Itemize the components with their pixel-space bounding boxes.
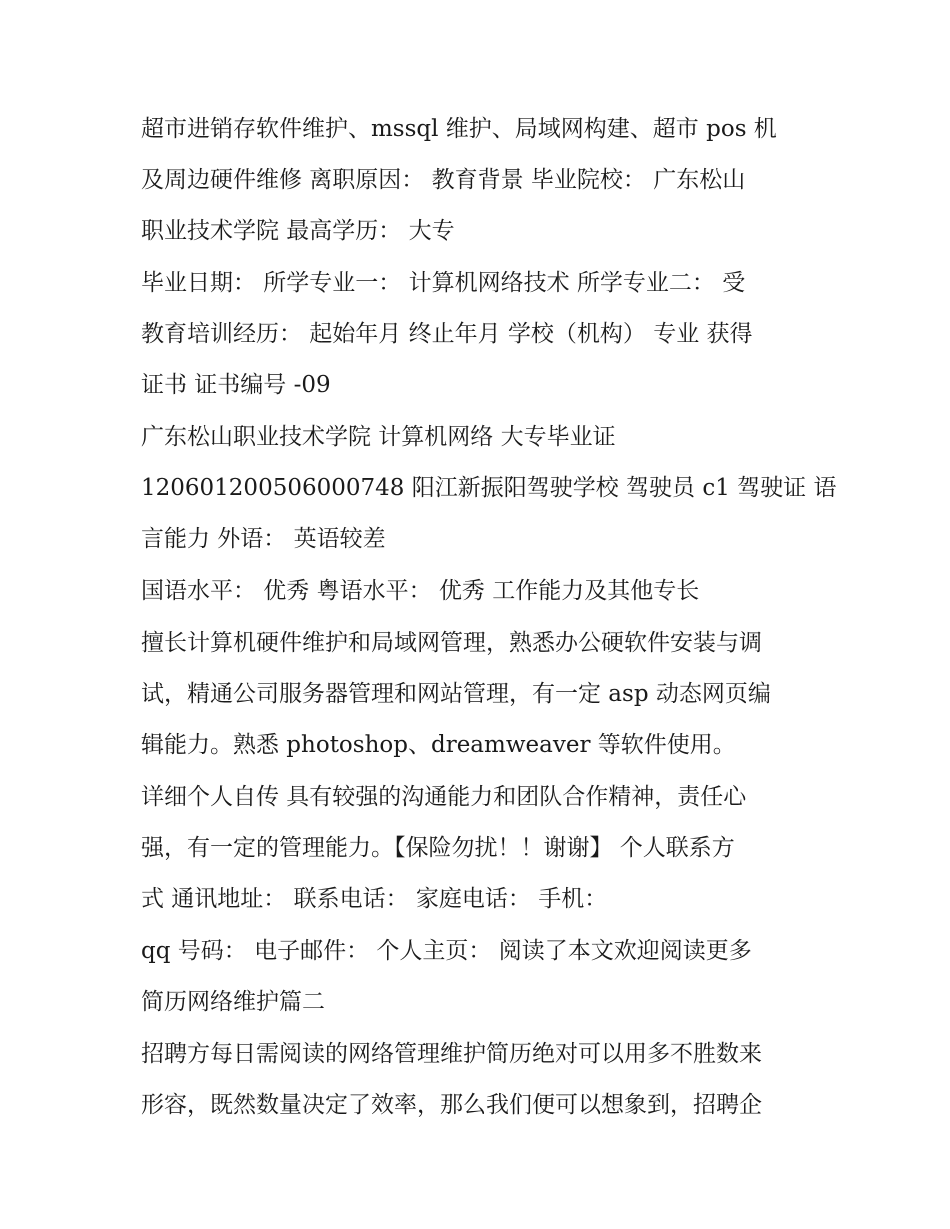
text-line: 教育培训经历： 起始年月 终止年月 学校（机构） 专业 获得 (141, 321, 753, 347)
paragraph-technical-skills (141, 618, 821, 771)
paragraph-self-description-contact (141, 772, 821, 925)
text-line: 国语水平： 优秀 粤语水平： 优秀 工作能力及其他专长 (141, 578, 700, 604)
text-line: 120601200506000748 阳江新振阳驾驶学校 驾驶员 c1 驾驶证 语 (141, 475, 837, 501)
text-line: 形容，既然数量决定了效率，那么我们便可以想象到，招聘企 (141, 1092, 762, 1118)
document-body (141, 104, 837, 1132)
text-line: 毕业日期： 所学专业一： 计算机网络技术 所学专业二： 受 (141, 270, 746, 296)
paragraph-contact-continued (141, 926, 821, 1028)
text-line: 式 通讯地址： 联系电话： 家庭电话： 手机： (141, 886, 608, 912)
paragraph-dialect-skills (141, 566, 821, 617)
paragraph-certificates-and-language (141, 412, 837, 565)
text-line: 辑能力。熟悉 photoshop、dreamweaver 等软件使用。 (141, 732, 736, 758)
text-line: 招聘方每日需阅读的网络管理维护简历绝对可以用多不胜数来 (141, 1041, 762, 1067)
paragraph-resume-article (141, 1029, 821, 1131)
text-line: 简历网络维护篇二 (141, 989, 325, 1015)
paragraph-work-and-education (141, 104, 821, 257)
text-line: 详细个人自传 具有较强的沟通能力和团队合作精神，责任心 (141, 784, 747, 810)
text-line: 擅长计算机硬件维护和局域网管理，熟悉办公硬软件安装与调 (141, 630, 762, 656)
text-line: 广东松山职业技术学院 计算机网络 大专毕业证 (141, 424, 616, 450)
text-line: 证书 证书编号 -09 (141, 372, 331, 398)
text-line: qq 号码： 电子邮件： 个人主页： 阅读了本文欢迎阅读更多 (141, 938, 752, 964)
text-line: 职业技术学院 最高学历： 大专 (141, 218, 455, 244)
text-line: 强，有一定的管理能力。【保险勿扰！！谢谢】 个人联系方 (141, 835, 735, 861)
text-line: 超市进销存软件维护、mssql 维护、局域网构建、超市 pos 机 (141, 116, 777, 142)
paragraph-major-and-training (141, 258, 821, 411)
text-line: 言能力 外语： 英语较差 (141, 526, 386, 552)
text-line: 及周边硬件维修 离职原因： 教育背景 毕业院校： 广东松山 (141, 167, 746, 193)
text-line: 试，精通公司服务器管理和网站管理，有一定 asp 动态网页编 (141, 681, 771, 707)
